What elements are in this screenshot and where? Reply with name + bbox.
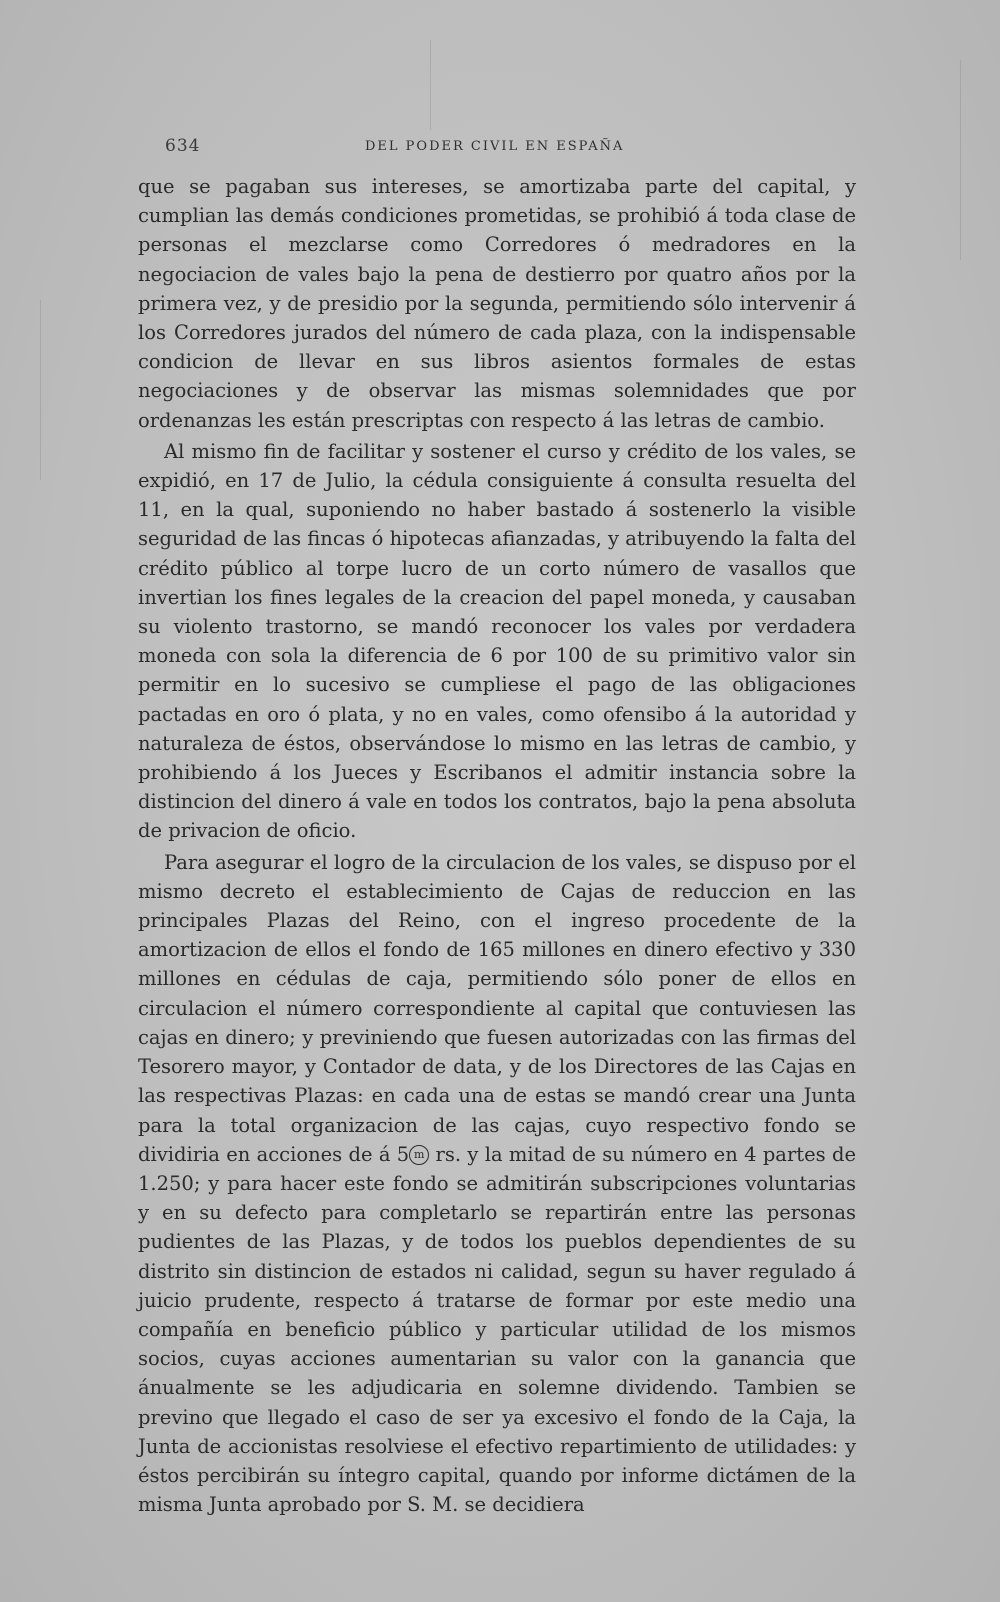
currency-mark: m bbox=[409, 1145, 429, 1165]
paragraph-cajas bbox=[138, 848, 856, 1520]
scan-artifact-line bbox=[960, 60, 961, 260]
running-head: DEL PODER CIVIL EN ESPAÑA bbox=[365, 139, 625, 154]
scan-artifact-line bbox=[40, 300, 41, 480]
paragraph-cedula: Al mismo fin de facilitar y sostener el curso y crédito de los vales, se expidió, en 17 de Julio, la cédula consiguiente á consulta resuelta del 11, en la qual, suponiendo no haber bastado á sostenerlo la visible seguridad de las fincas ó hipotecas afianzadas, y atribuyendo la falta del crédito público al torpe lucro de un corto número de vasallos que invertian los fines legales de la creacion del papel moneda, y causaban su violento trastorno, se mandó reconocer los vales por verdadera moneda con sola la diferencia de 6 por 100 de su primitivo valor sin permitir en lo sucesivo se cumpliese el pago de las obligaciones pactadas en oro ó plata, y no en vales, como ofensibo á la autoridad y naturaleza de éstos, observándose lo mismo en las letras de cambio, y prohibiendo á los Jueces y Escribanos el admitir instancia sobre la distincion del dinero á vale en todos los contratos, bajo la pena absoluta de privacion de oficio. bbox=[138, 439, 856, 843]
scan-artifact-line bbox=[430, 40, 431, 130]
paragraph-continuation: que se pagaban sus intereses, se amortizaba parte del capital, y cumplian las demás condiciones prometidas, se prohibió á toda clase de personas el mezclarse como Corredores ó medradores en la negociacion de vales bajo la pena de destierro por quatro años por la primera vez, y de presidio por la segunda, permitiendo sólo intervenir á los Corredores jurados del número de cada plaza, con la indispensable condicion de llevar en sus libros asientos formales de estas negociaciones y de observar las mismas solemnidades que por ordenanzas les están prescriptas con respecto á las letras de cambio. bbox=[138, 175, 856, 432]
paragraph-cajas-text-before: Para asegurar el logro de la circulacion de los vales, se dispuso por el mismo decreto el establecimiento de Cajas de reduccion en las principales Plazas del Reino, con el ingreso procedente de la amortizacion de ellos el fondo de 165 millones en dinero efectivo y 330 millones en cédulas de caja, permitiendo sólo poner de ellos en circulacion el número correspondiente al capital que contuviesen las cajas en dinero; y previniendo que fuesen autorizadas con las firmas del Tesorero mayor, y Contador de data, y de los Directores de las Cajas en las respectivas Plazas: en cada una de estas se mandó crear una Junta para la total organizacion de las cajas, cuyo respectivo fondo se dividiria en acciones de á 5 bbox=[138, 850, 856, 1166]
page-header bbox=[165, 136, 835, 160]
page-number: 634 bbox=[165, 136, 201, 156]
body-text bbox=[138, 172, 856, 1519]
paragraph-cajas-text-after: rs. y la mitad de su número en 4 partes de 1.250; y para hacer este fondo se admitirán subscripciones voluntarias y en su defecto para completarlo se repartirán entre las personas pudientes de las Plazas, y de todos los pueblos dependientes de su distrito sin distincion de estados ni calidad, segun su haver regulado á juicio prudente, respecto á tratarse de formar por este medio una compañía en beneficio público y particular utilidad de los mismos socios, cuyas acciones aumentarian su valor con la ganancia que ánualmente se les adjudicaria en solemne dividendo. Tambien se previno que llegado el caso de ser ya excesivo el fondo de la Caja, la Junta de accionistas resolviese el efectivo repartimiento de utilidades: y éstos percibirán su íntegro capital, quando por informe dictámen de la misma Junta aprobado por S. M. se decidiera bbox=[138, 1142, 856, 1517]
